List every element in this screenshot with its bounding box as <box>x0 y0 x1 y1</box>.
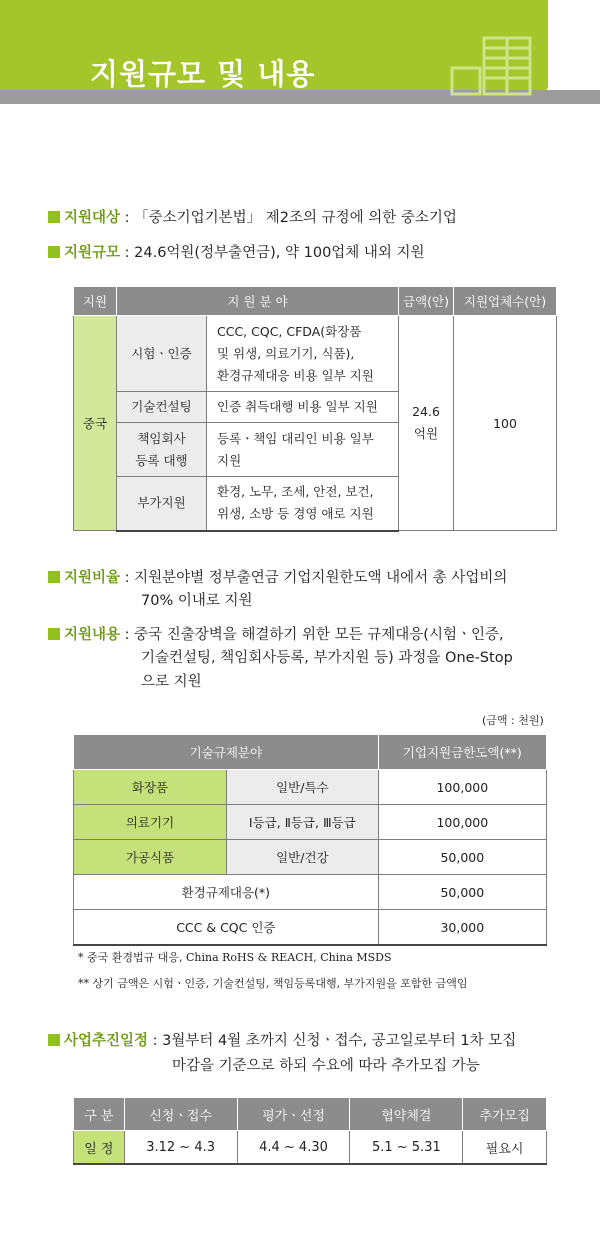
col-header: 지 원 분 야 <box>117 287 399 316</box>
limit-cell: 50,000 <box>378 840 546 875</box>
limit-cell: 50,000 <box>378 875 546 910</box>
support-ratio-text: : 지원분야별 정부출연금 기업지원한도액 내에서 총 사업비의 <box>124 570 508 586</box>
page-title: 지원규모 및 내용 <box>90 57 316 91</box>
table-row <box>74 316 557 392</box>
support-scale <box>48 242 425 264</box>
desc-line: 환경규제대응 비용 일부 지원 <box>217 367 374 383</box>
desc-cell <box>207 423 399 477</box>
desc-line: 환경, 노무, 조세, 안전, 보건, <box>217 484 374 500</box>
country-cell: 중국 <box>74 316 117 531</box>
table-header-row <box>74 287 557 316</box>
amount-value: 24.6 <box>412 404 440 419</box>
schedule-label: 사업추진일정 <box>64 1033 149 1049</box>
schedule-cell: 3.12 ~ 4.3 <box>124 1131 237 1165</box>
support-content-label: 지원내용 <box>64 627 121 643</box>
support-target-label: 지원대상 <box>64 210 121 226</box>
desc-line: CCC, CQC, CFDA(화장품 <box>217 323 362 339</box>
row-label-cell: 일 정 <box>74 1131 125 1165</box>
subcategory-cell: 일반/특수 <box>227 770 379 805</box>
support-content <box>48 624 504 646</box>
col-header: 금액(안) <box>399 287 454 316</box>
schedule-text: : 3월부터 4월 초까지 신청ㆍ접수, 공고일로부터 1차 모집 <box>152 1033 517 1049</box>
unit-note: (금액 : 천원) <box>482 714 544 727</box>
table-row <box>74 910 547 946</box>
schedule <box>48 1030 516 1052</box>
content-line: 으로 지원 <box>141 674 202 690</box>
schedule-cell: 5.1 ~ 5.31 <box>350 1131 463 1165</box>
category-cell: 환경규제대응(*) <box>74 875 379 910</box>
limit-table <box>73 734 547 946</box>
col-header: 기업지원금한도액(**) <box>378 735 546 770</box>
table-row <box>74 1131 547 1165</box>
col-header: 지원업체수(안) <box>454 287 557 316</box>
support-target-text: : 「중소기업기본법」 제2조의 규정에 의한 중소기업 <box>124 210 457 226</box>
desc-line: 위생, 소방 등 경영 애로 지원 <box>217 506 374 522</box>
area-cell <box>117 423 207 477</box>
col-header: 추가모집 <box>463 1098 547 1131</box>
schedule-cell: 4.4 ~ 4.30 <box>237 1131 350 1165</box>
bullet-square-icon <box>48 628 60 640</box>
desc-cell <box>207 316 399 392</box>
support-ratio <box>48 567 507 589</box>
desc-line: 지원 <box>217 452 242 468</box>
subcategory-cell: Ⅰ등급, Ⅱ등급, Ⅲ등급 <box>227 805 379 840</box>
limit-cell: 100,000 <box>378 805 546 840</box>
desc-line: 등록ㆍ책임 대리인 비용 일부 <box>217 430 374 446</box>
schedule-cell: 필요시 <box>463 1131 547 1165</box>
area-line: 책임회사 <box>137 430 186 446</box>
table-row <box>74 805 547 840</box>
table-header-row <box>74 1098 547 1131</box>
col-header: 기술규제분야 <box>74 735 379 770</box>
support-content-text: : 중국 진출장벽을 해결하기 위한 모든 규제대응(시험ㆍ인증, <box>124 627 504 643</box>
table-row <box>74 840 547 875</box>
category-cell: 화장품 <box>74 770 227 805</box>
table-row <box>74 770 547 805</box>
support-content-cont <box>141 646 513 694</box>
support-scale-label: 지원규모 <box>64 245 121 261</box>
limit-cell: 100,000 <box>378 770 546 805</box>
table-header-row <box>74 735 547 770</box>
support-ratio-label: 지원비율 <box>64 570 121 586</box>
amount-cell <box>399 316 454 531</box>
table-row <box>74 875 547 910</box>
support-scale-text: : 24.6억원(정부출연금), 약 100업체 내외 지원 <box>124 245 425 261</box>
col-header: 신청ㆍ접수 <box>124 1098 237 1131</box>
amount-unit: 억원 <box>413 426 439 441</box>
area-cell: 시험ㆍ인증 <box>117 316 207 392</box>
bullet-square-icon <box>48 1034 60 1046</box>
footnote: * 중국 환경법규 대응, China RoHS & REACH, China MSDS <box>78 951 392 964</box>
area-cell: 부가지원 <box>117 477 207 531</box>
schedule-cont: 마감을 기준으로 하되 수요에 따라 추가모집 가능 <box>172 1058 480 1074</box>
category-cell: 의료기기 <box>74 805 227 840</box>
building-icon <box>448 32 548 96</box>
bullet-square-icon <box>48 571 60 583</box>
col-header: 구 분 <box>74 1098 125 1131</box>
col-header: 지원 <box>74 287 117 316</box>
desc-cell: 인증 취득대행 비용 일부 지원 <box>207 392 399 423</box>
count-cell: 100 <box>454 316 557 531</box>
col-header: 협약체결 <box>350 1098 463 1131</box>
content-line: 기술컨설팅, 책임회사등록, 부가지원 등) 과정을 One-Stop <box>141 650 513 666</box>
col-header: 평가ㆍ선정 <box>237 1098 350 1131</box>
desc-line: 및 위생, 의료기기, 식품), <box>217 345 355 361</box>
desc-cell <box>207 477 399 531</box>
support-target <box>48 207 457 229</box>
subcategory-cell: 일반/건강 <box>227 840 379 875</box>
category-cell: 가공식품 <box>74 840 227 875</box>
footnote: ** 상기 금액은 시험ㆍ인증, 기술컨설팅, 책임등록대행, 부가지원을 포함한 금액임 <box>78 977 468 990</box>
category-cell: CCC & CQC 인증 <box>74 910 379 946</box>
bullet-square-icon <box>48 211 60 223</box>
support-ratio-cont: 70% 이내로 지원 <box>141 593 253 609</box>
limit-cell: 30,000 <box>378 910 546 946</box>
area-line: 등록 대행 <box>135 452 188 468</box>
schedule-table <box>73 1097 547 1165</box>
area-cell: 기술컨설팅 <box>117 392 207 423</box>
support-field-table <box>73 286 557 532</box>
bullet-square-icon <box>48 246 60 258</box>
